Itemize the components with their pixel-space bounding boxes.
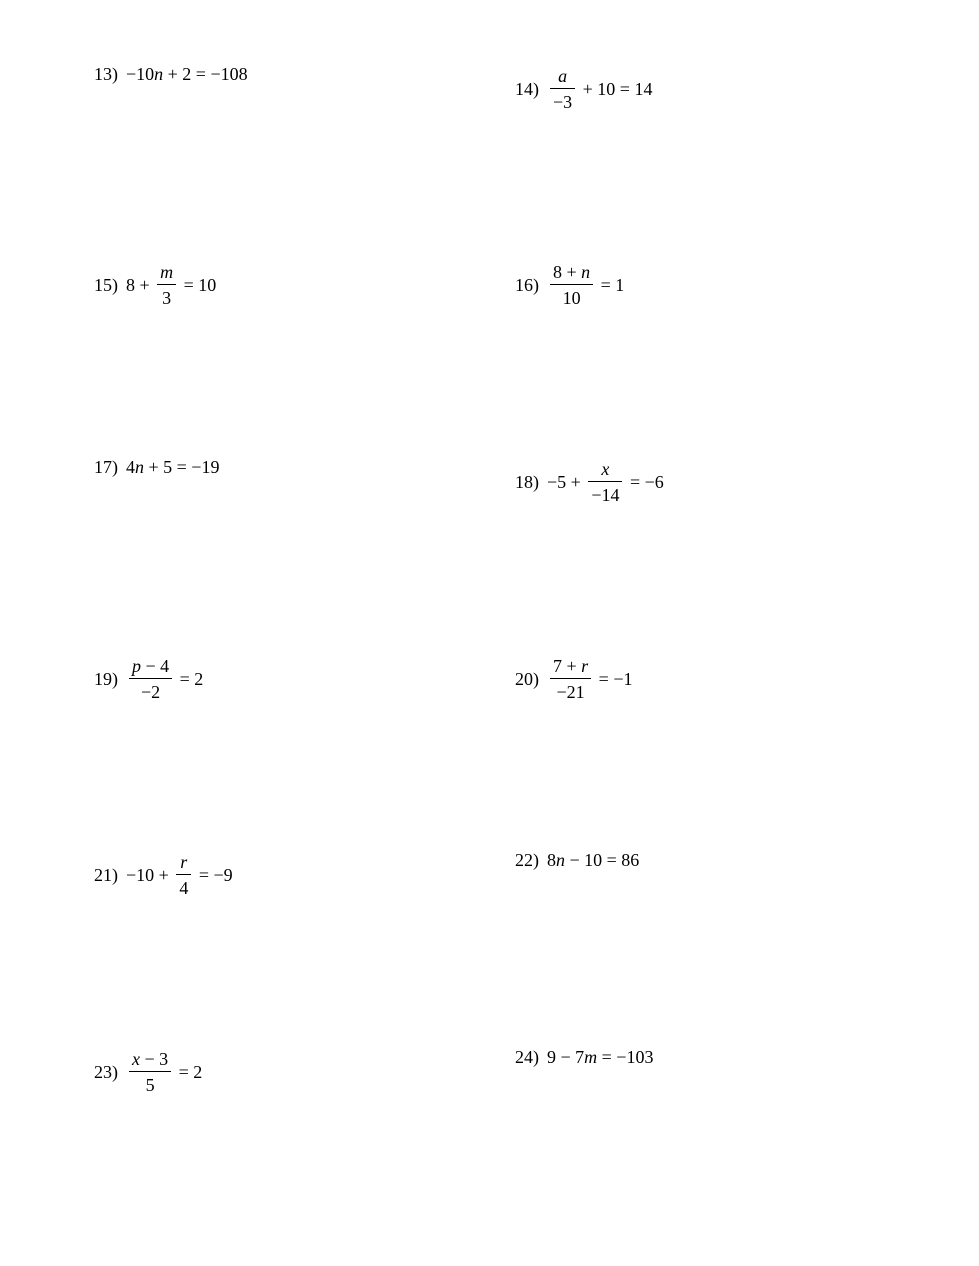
equation-text: 3 <box>162 288 172 308</box>
equation-text: −2 <box>141 682 161 702</box>
equation-text: 9 − 7 <box>547 1047 585 1067</box>
equation-text: −14 <box>591 485 620 505</box>
fraction <box>129 657 172 701</box>
numerator <box>555 67 570 88</box>
problem-21 <box>94 853 233 897</box>
problem-22 <box>515 851 639 869</box>
equation <box>126 657 203 701</box>
equation-text: −5 + <box>547 472 586 492</box>
problem-17 <box>94 458 219 476</box>
problem-15 <box>94 263 216 307</box>
problem-number: 18) <box>515 472 539 492</box>
fraction <box>550 263 593 307</box>
equation <box>547 460 664 504</box>
equation <box>547 263 624 307</box>
denominator <box>159 285 174 307</box>
denominator <box>554 679 588 701</box>
variable: n <box>581 262 591 282</box>
denominator <box>588 482 622 504</box>
fraction <box>588 460 622 504</box>
equation-text: = 10 <box>179 275 217 295</box>
equation-text: 7 + <box>553 656 582 676</box>
variable: x <box>132 1049 140 1069</box>
fraction <box>129 1050 171 1094</box>
problem-number: 15) <box>94 275 118 295</box>
variable: n <box>556 850 565 870</box>
problem-23 <box>94 1050 202 1094</box>
problem-number: 13) <box>94 64 118 84</box>
numerator <box>550 263 593 284</box>
equation-text: 8 + <box>126 275 155 295</box>
equation-text: = −1 <box>594 669 633 689</box>
problem-18 <box>515 460 664 504</box>
variable: p <box>132 656 141 676</box>
equation-text: −10 + <box>126 865 174 885</box>
equation-text: = 1 <box>596 275 625 295</box>
variable: r <box>180 852 188 872</box>
equation <box>547 67 652 111</box>
equation-text: = 2 <box>175 669 204 689</box>
problem-24 <box>515 1048 653 1066</box>
denominator <box>560 285 584 307</box>
equation <box>126 65 248 83</box>
equation-text: + 10 = 14 <box>578 79 653 99</box>
problem-number: 23) <box>94 1062 118 1082</box>
equation-text: −21 <box>556 682 585 702</box>
variable: m <box>160 262 174 282</box>
problem-number: 16) <box>515 275 539 295</box>
denominator <box>550 89 575 111</box>
problem-number: 22) <box>515 850 539 870</box>
equation <box>126 458 219 476</box>
denominator <box>143 1072 158 1094</box>
fraction <box>550 657 591 701</box>
variable: x <box>601 459 610 479</box>
denominator <box>176 875 191 897</box>
problem-number: 24) <box>515 1047 539 1067</box>
problem-number: 14) <box>515 79 539 99</box>
problem-13 <box>94 65 248 83</box>
equation-text: 8 + <box>553 262 582 282</box>
variable: r <box>581 656 589 676</box>
problem-number: 17) <box>94 457 118 477</box>
variable: m <box>584 1047 598 1067</box>
numerator <box>598 460 612 481</box>
numerator <box>550 657 591 678</box>
equation-text: 5 <box>145 1075 155 1095</box>
equation-text: + 2 = −108 <box>163 64 248 84</box>
equation <box>126 1050 202 1094</box>
equation <box>547 657 632 701</box>
problem-number: 21) <box>94 865 118 885</box>
equation-text: 4 <box>126 457 135 477</box>
equation <box>547 1048 653 1066</box>
fraction <box>176 853 191 897</box>
equation-text: 4 <box>179 878 189 898</box>
equation-text: 8 <box>547 850 556 870</box>
equation-text: = −9 <box>194 865 233 885</box>
fraction <box>550 67 575 111</box>
variable: n <box>154 64 164 84</box>
equation-text: + 5 = −19 <box>144 457 220 477</box>
variable: n <box>135 457 144 477</box>
problem-number: 20) <box>515 669 539 689</box>
equation <box>547 851 639 869</box>
equation-text: −3 <box>553 92 573 112</box>
equation-text: 10 <box>562 288 581 308</box>
problem-20 <box>515 657 632 701</box>
numerator <box>129 657 172 678</box>
numerator <box>129 1050 171 1071</box>
equation-text: − 4 <box>141 656 170 676</box>
fraction <box>157 263 176 307</box>
problem-16 <box>515 263 624 307</box>
equation-text: = 2 <box>174 1062 203 1082</box>
equation <box>126 853 233 897</box>
equation <box>126 263 216 307</box>
variable: a <box>558 66 568 86</box>
numerator <box>177 853 190 874</box>
equation-text: = −103 <box>597 1047 654 1067</box>
equation-text: − 3 <box>140 1049 169 1069</box>
equation-text: = −6 <box>625 472 664 492</box>
problem-14 <box>515 67 652 111</box>
numerator <box>157 263 176 284</box>
equation-text: − 10 = 86 <box>565 850 640 870</box>
equation-text: −10 <box>126 64 155 84</box>
problem-19 <box>94 657 203 701</box>
denominator <box>138 679 163 701</box>
problem-number: 19) <box>94 669 118 689</box>
